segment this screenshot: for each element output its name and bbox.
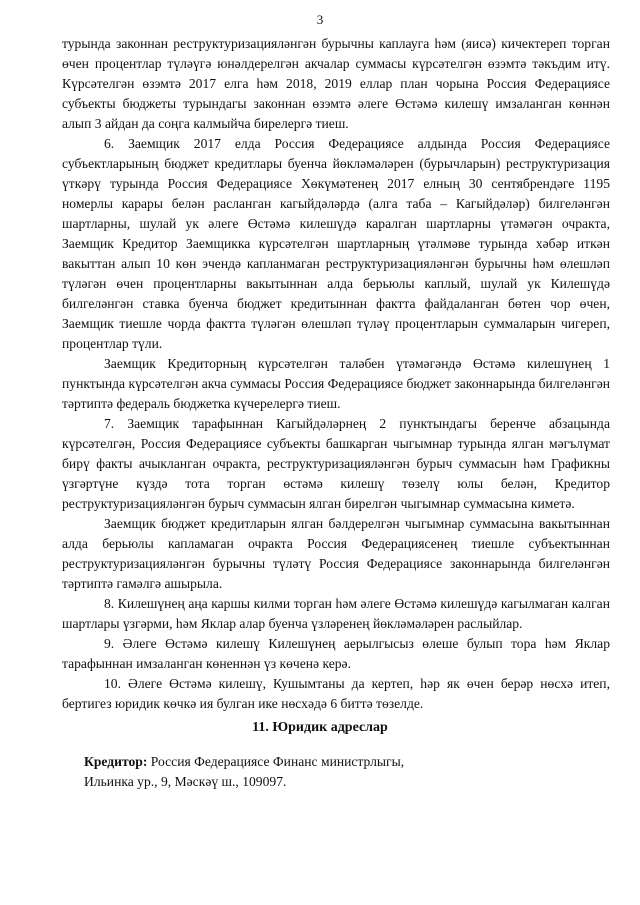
- paragraph-clause-8: 8. Килешүнең аңа каршы килми торган һәм әлеге Өстәмә килешүдә кагылмаган калган шартлары үзгәрми, һәм Яклар алар буенча үзләренең йөкләмәләрен раслыйлар.: [62, 596, 610, 631]
- paragraph-clause-6-transfer: Заемщик Кредиторның күрсәтелгән таләбен үтәмәгәндә Өстәмә килешүнең 1 пунктында күрсәтелгән акча суммасы Россия Федерациясе бюджет законнарында билгеләнгән тәртиптә федераль бюджетка күчерелергә тиеш.: [62, 356, 611, 411]
- section-heading-legal-addresses: 11. Юридик адреслар: [252, 720, 388, 735]
- creditor-line: [84, 752, 604, 772]
- creditor-address: Ильинка ур., 9, Мәскәү ш., 109097.: [84, 774, 287, 789]
- paragraph-continuation: турында законнан реструктуризацияләнгән бурычны каплауга һәм (яисә) кичектереп торган өчен процентлар түләүгә юнәлдерелгән акчалар суммасы күрсәтелгән өзэмтә тәкъдим итү. Күрсәтелгән өзэмтә 2017 елга һәм 2018, 2019 еллар план чорына Россия Федерациясе субъекты бюджеты турындагы законнан өзэмтә әлеге Өстәмә килешү имзаланган көннән алып 3 айдан да соңга калмыйча бирелергә тиеш.: [62, 36, 610, 131]
- paragraph-clause-6: 6. Заемщик 2017 елда Россия Федерациясе алдында Россия Федерациясе субъектларының бюджет кредитлары буенча йөкләмәләрен (бурычларын) реструктуризация үткәрү турында Россия Федерациясе Хөкүмәтенең 2017 елның 30 сентябрендәге 1195 номерлы карары белән расланган кагыйдәләрдә (алга таба – Кагыйдәләр) билгеләнгән шартларны, шулай ук әлеге Өстәмә килешүдә каралган шартларны үтәмәгән очракта, Заемщик Кредитор Заемщикка күрсәтелгән шартларның үтәлмәве турында хәбәр иткән вакыттан алып 10 көн эчендә капланмаган реструктуризацияләнгән бурычны һәм өлешләп түләгән өчен процентларны вакытыннан алда берьюлы каплый, шулай ук Килешүдә билгеләнгән ставка буенча бюджет кредитыннан фактта файдаланган бөтен чор өчен, Заемщик тиешле чорда фактта түләгән өлешләп түләү процентларын суммаларын чигереп, процентлар түли.: [62, 136, 610, 351]
- paragraph-clause-7-repayment: Заемщик бюджет кредитларын ялган бәлдерелгән чыгымнар суммасына вакытыннан алда берьюлы капламаган очракта Россия Федерациясенең тиешле субъектыннан реструктуризацияләнгән бурычны түләтү Россия Федерациясе законнарында билгеләнгән тәртиптә гамәлгә ашырыла.: [62, 516, 610, 591]
- paragraph-clause-10: 10. Әлеге Өстәмә килешү, Кушымтаны да кертеп, һәр як өчен берәр нөсхә итеп, бертигез юридик көчкә ия булган ике нөсхәдә 6 биттә төзелде.: [62, 676, 610, 711]
- creditor-label: Кредитор:: [84, 754, 148, 769]
- creditor-address-block: [84, 752, 604, 792]
- paragraph-clause-7: 7. Заемщик тарафыннан Кагыйдәләрнең 2 пунктындагы беренче абзацында күрсәтелгән, Россия Федерациясе субъекты башкарган чыгымнар турында ялган мәгълүмат бирү факты ачыкланган очракта, реструктуризацияләнгән бурыч суммасын һәм Графикны үзгәртүне күздә тота торган өстәмә килешү төзелү юлы белән, Кредитор реструктуризацияләнгән бурыч суммасын ялган бирелгән чыгымнар суммасына киметә.: [62, 416, 610, 511]
- page-number: 3: [316, 12, 324, 27]
- creditor-name: Россия Федерациясе Финанс министрлыгы,: [147, 754, 405, 769]
- document-body: [62, 34, 610, 714]
- paragraph-clause-9: 9. Әлеге Өстәмә килешү Килешүнең аерылгысыз өлеше булып тора һәм Яклар тарафыннан имзаланган көненнән үз көченә керә.: [62, 636, 610, 671]
